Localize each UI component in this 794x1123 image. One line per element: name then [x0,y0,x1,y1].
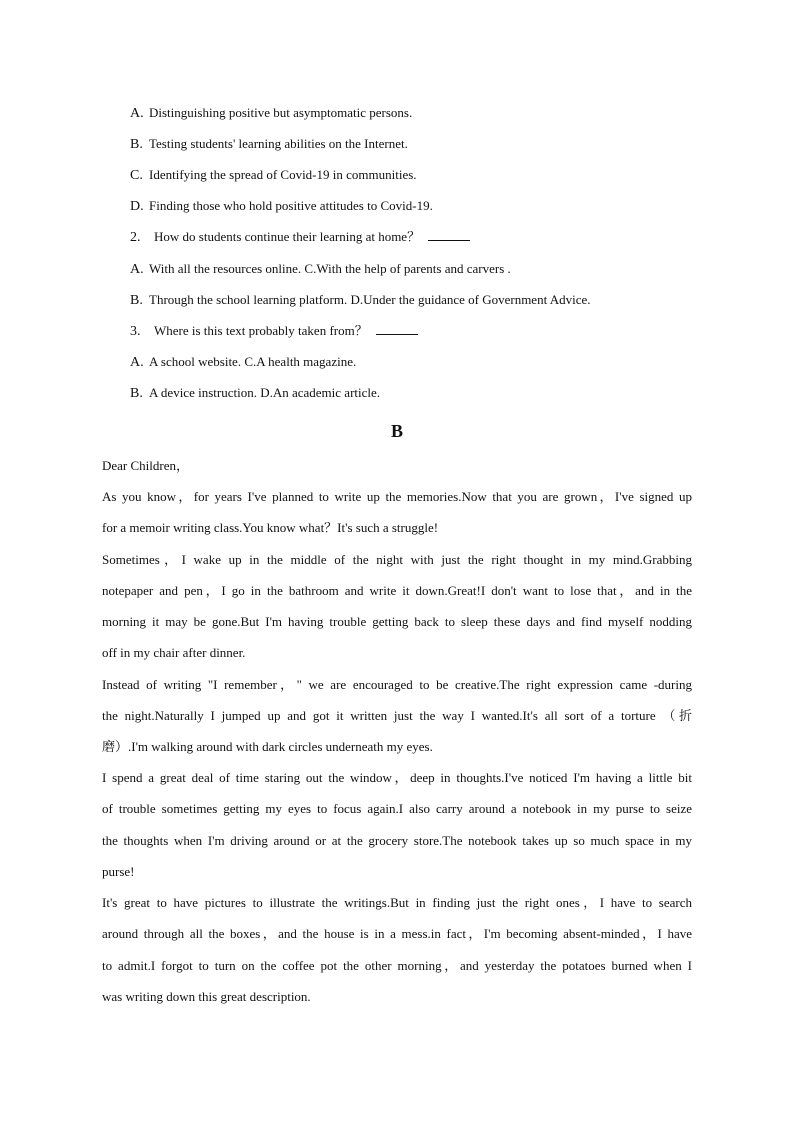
option-text: Through the school learning platform. D.Under the guidance of Government Advice. [149,292,591,307]
option-text: Finding those who hold positive attitudes to Covid-19. [149,198,433,213]
letter-line: Sometimes，I wake up in the middle of the night with just the right thought in my mind.Grabbing [102,552,692,567]
question-number: 3. [130,324,141,339]
question-2 [130,228,470,247]
letter-line: for a memoir writing class.You know what？It's such a struggle! [102,520,439,535]
q1-option-c[interactable] [130,166,417,185]
option-letter: B. [130,137,143,152]
option-letter: A. [130,262,144,277]
option-letter: B. [130,293,143,308]
letter-line: off in my chair after dinner. [102,645,246,660]
q1-option-a[interactable] [130,104,412,123]
question-text: How do students continue their learning at home？ [154,229,421,244]
answer-blank[interactable] [376,323,418,335]
option-text: A school website. C.A health magazine. [149,354,357,369]
letter-salutation: Dear Children， [102,458,190,473]
letter-line: was writing down this great description. [102,989,311,1004]
q2-option-b[interactable] [130,291,591,310]
option-letter: C. [130,168,143,183]
option-text: Testing students' learning abilities on the Internet. [149,136,408,151]
q2-option-a[interactable] [130,260,511,279]
q1-option-b[interactable] [130,135,408,154]
letter-line: notepaper and pen，I go in the bathroom and write it down.Great!I don't want to lose that，and in the [102,583,692,598]
letter-line: I spend a great deal of time staring out the window，deep in thoughts.I've noticed I'm having a little bit [102,770,692,785]
question-number: 2. [130,230,141,245]
letter-line: the night.Naturally I jumped up and got it written just the way I wanted.It's all sort of a torture （折 [102,708,692,723]
option-letter: A. [130,106,144,121]
answer-blank[interactable] [428,229,470,241]
question-text: Where is this text probably taken from？ [154,323,368,338]
letter-line: 磨）.I'm walking around with dark circles underneath my eyes. [102,739,433,754]
letter-line: of trouble sometimes getting my eyes to focus again.I also carry around a notebook in my purse to seize [102,801,692,816]
option-letter: D. [130,199,144,214]
q3-option-b[interactable] [130,384,380,403]
letter-line: morning it may be gone.But I'm having trouble getting back to sleep these days and find myself nodding [102,614,692,629]
option-letter: A. [130,355,144,370]
q3-option-a[interactable] [130,353,356,372]
letter-line: around through all the boxes，and the house is in a mess.in fact，I'm becoming absent-minded，I have [102,926,692,941]
section-heading: B [390,421,403,441]
letter-line: the thoughts when I'm driving around or at the grocery store.The notebook takes up so much space in my [102,833,692,848]
q1-option-d[interactable] [130,197,433,216]
letter-line: As you know，for years I've planned to write up the memories.Now that you are grown，I've signed up [102,489,692,504]
option-text: Identifying the spread of Covid-19 in communities. [149,167,417,182]
option-text: With all the resources online. C.With the help of parents and carvers . [149,261,511,276]
letter-line: It's great to have pictures to illustrate the writings.But in finding just the right ones，I have to search [102,895,692,910]
letter-line: purse! [102,864,135,879]
option-text: A device instruction. D.An academic article. [149,385,381,400]
option-text: Distinguishing positive but asymptomatic persons. [149,105,413,120]
option-letter: B. [130,386,143,401]
letter-line: Instead of writing "I remember，" we are encouraged to be creative.The right expression came -during [102,677,692,692]
letter-line: to admit.I forgot to turn on the coffee pot the other morning，and yesterday the potatoes burned when I [102,958,692,973]
question-3 [130,322,418,341]
